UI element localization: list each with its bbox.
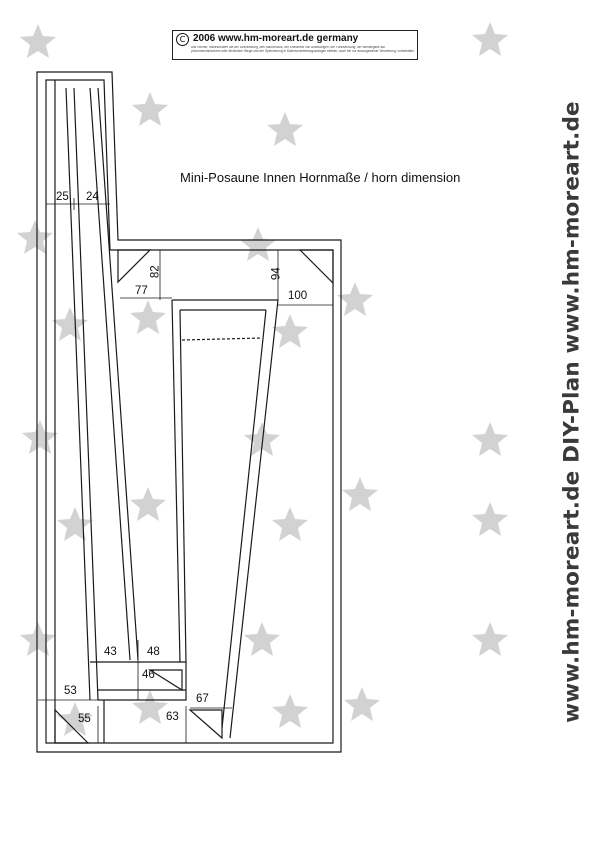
dimension-24: 24 (86, 191, 99, 203)
dimension-94: 94 (270, 267, 283, 281)
dimension-63: 63 (166, 711, 179, 723)
divider-board-left (172, 300, 180, 662)
divider-board-top (172, 300, 278, 738)
dimension-53: 53 (64, 685, 77, 697)
dimension-46: 46 (142, 669, 155, 681)
dimension-25: 25 (56, 191, 69, 203)
corner-reflector-chamber (150, 670, 182, 690)
dimension-43: 43 (104, 646, 117, 658)
copyright-icon: C (176, 33, 189, 46)
corner-reflector-bottom-mid (190, 710, 222, 738)
corner-reflector-top-left (118, 250, 150, 282)
dimension-100: 100 (288, 290, 308, 302)
dimension-48: 48 (147, 646, 160, 658)
dimension-55: 55 (78, 713, 91, 725)
dimension-82: 82 (149, 265, 162, 279)
stamp-fine-print: Alle Rechte, insbesondere die der Übersetzung, des Nachdrucks, der Entnahme von Abbildungen, der Funksendung, der Wiedergabe auf photomechanischem oder ähnlichem Wege und der Speicherung in Datenverarbeitungsanlagen bleiben, auch bei nur auszugsweiser Verwertung, vorbehalten. (191, 46, 415, 53)
channel-board (98, 88, 138, 660)
corner-reflector-top-right (300, 250, 333, 283)
plan-title: Mini-Posaune Innen Hornmaße / horn dimension (180, 170, 461, 185)
copyright-stamp (172, 30, 418, 60)
dimension-67: 67 (196, 693, 209, 705)
watermark-text: www.hm-moreart.de DIY-Plan www.hm-moreart.de (559, 101, 585, 723)
dashed-line (182, 338, 262, 340)
divider-board-left-inner (180, 310, 186, 662)
stamp-heading: 2006 www.hm-moreart.de germany (193, 33, 359, 44)
dimension-77: 77 (135, 285, 148, 297)
divider-board-right-inner (222, 310, 266, 728)
channel-board (90, 88, 130, 660)
